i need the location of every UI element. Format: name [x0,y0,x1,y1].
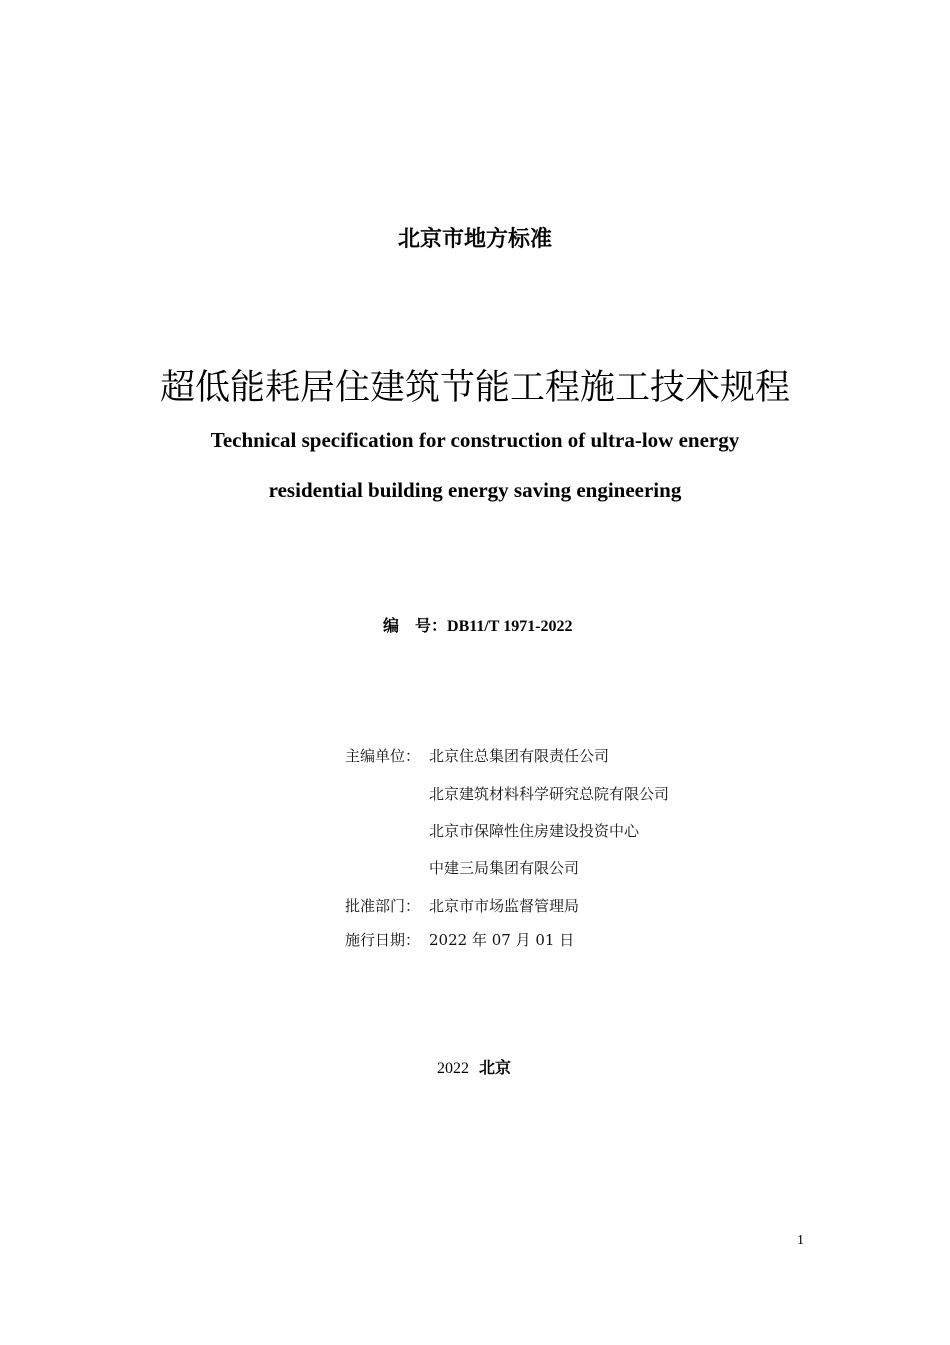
editor-unit-2: 北京建筑材料科学研究总院有限公司 [429,785,670,803]
standard-code-value: DB11/T 1971-2022 [447,618,573,635]
page-number: 1 [797,1233,804,1248]
approval-row [345,894,579,918]
document-title-en-line2: residential building energy saving engineering [268,478,682,502]
standard-code-label: 编 号： [383,616,448,635]
editor-unit-1: 北京住总集团有限责任公司 [429,747,610,765]
editor-unit-label: 主编单位： [345,747,421,765]
publication-city: 北京 [479,1058,512,1077]
document-title-cn: 超低能耗居住建筑节能工程施工技术规程 [159,368,790,408]
effective-date-value: 2022 年 07 月 01 日 [429,931,575,949]
editor-unit-4: 中建三局集团有限公司 [429,859,580,877]
standard-code [383,614,573,639]
editor-unit-row [345,744,609,768]
publication-footer [437,1056,511,1081]
approval-value: 北京市市场监督管理局 [429,897,580,915]
effective-date-label: 施行日期： [345,931,421,949]
standard-type: 北京市地方标准 [397,227,552,252]
editor-unit-3: 北京市保障性住房建设投资中心 [429,822,640,840]
document-title-en-line1: Technical specification for construction of ultra-low energy [210,428,740,452]
publication-year: 2022 [437,1060,469,1077]
effective-date-row [345,928,574,952]
approval-label: 批准部门： [345,897,421,915]
